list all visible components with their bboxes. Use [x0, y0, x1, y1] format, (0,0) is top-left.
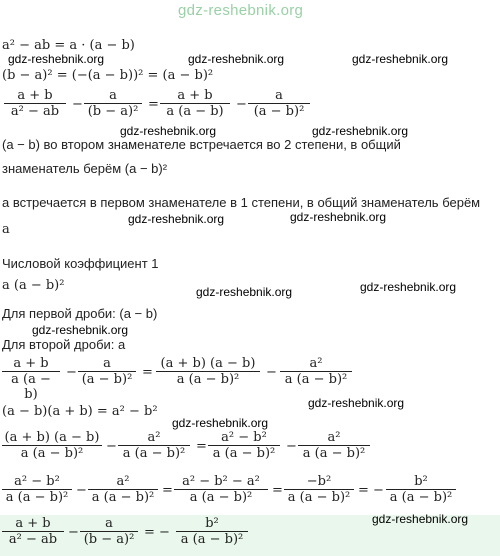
watermark-6: gdz-reshebnik.org: [128, 212, 225, 226]
denominator: (b − a)²: [80, 531, 138, 547]
denominator: a (a − b)²: [298, 445, 370, 461]
fraction: [156, 356, 260, 387]
numerator: a²: [309, 356, 323, 371]
fraction: [386, 474, 456, 505]
fraction: [4, 88, 66, 119]
operator: =: [142, 365, 153, 380]
denominator: a (a − b)²: [386, 489, 456, 505]
denominator: a (a − b)²: [284, 489, 354, 505]
denominator: a² − ab: [4, 103, 66, 119]
operator: −: [236, 97, 247, 112]
watermark-5: gdz-reshebnik.org: [312, 124, 409, 138]
watermark-9: gdz-reshebnik.org: [360, 280, 457, 294]
operator: =: [162, 483, 173, 498]
denominator: a (a − b)²: [2, 489, 72, 505]
denominator: (a − b)²: [78, 371, 136, 387]
numerator: a + b: [17, 88, 53, 103]
explanation-5: Для второй дроби: a: [2, 337, 126, 352]
operator: −: [76, 483, 87, 498]
fraction: [208, 430, 280, 461]
fraction: [118, 430, 190, 461]
watermark-1: gdz-reshebnik.org: [8, 52, 105, 66]
fraction: [2, 430, 102, 461]
watermark-title: gdz-reshebnik.org: [178, 2, 304, 19]
operator: −: [72, 97, 83, 112]
denominator: a (a − b)²: [156, 371, 260, 387]
numerator: a: [105, 516, 113, 531]
denominator: a (a − b)²: [174, 489, 268, 505]
operator: −: [106, 439, 117, 454]
operator: =: [148, 97, 159, 112]
fraction: [280, 356, 352, 387]
fraction: [298, 430, 370, 461]
watermark-7: gdz-reshebnik.org: [290, 210, 387, 224]
denominator: a (a − b)²: [118, 445, 190, 461]
denominator: a (a − b)²: [280, 371, 352, 387]
numerator: a + b: [177, 88, 213, 103]
denominator: a (a − b)²: [2, 445, 102, 461]
denominator: a (a − b): [2, 371, 60, 402]
fraction: [2, 516, 64, 547]
numerator: a²: [116, 474, 130, 489]
fraction: [80, 516, 138, 547]
numerator: (a + b) (a − b): [160, 356, 256, 371]
numerator: (a + b) (a − b): [4, 430, 100, 445]
watermark-10: gdz-reshebnik.org: [32, 323, 129, 337]
numerator: a² − b² − a²: [182, 474, 260, 489]
fraction: [248, 88, 310, 119]
explanation-1b: знаменатель берём (a − b)²: [2, 161, 168, 176]
operator: −: [266, 365, 277, 380]
explanation-1a: (a − b) во втором знаменателе встречается во 2 степени, в общий: [2, 137, 401, 152]
numerator: a: [109, 88, 117, 103]
operator: = −: [358, 483, 384, 498]
watermark-12: gdz-reshebnik.org: [172, 416, 269, 430]
operator: =: [272, 483, 283, 498]
fraction: [176, 516, 248, 547]
equation-line-2: (b − a)² = (−(a − b))² = (a − b)²: [2, 68, 214, 83]
watermark-3: gdz-reshebnik.org: [352, 52, 449, 66]
denominator: a (a − b): [160, 103, 230, 119]
numerator: a + b: [15, 516, 51, 531]
operator: −: [286, 439, 297, 454]
numerator: −b²: [306, 474, 332, 489]
fraction: [160, 88, 230, 119]
denominator: a (a − b)²: [176, 531, 248, 547]
watermark-2: gdz-reshebnik.org: [188, 52, 285, 66]
fraction: [174, 474, 268, 505]
operator: −: [66, 365, 77, 380]
watermark-11: gdz-reshebnik.org: [308, 396, 405, 410]
explanation-3: Числовой коэффициент 1: [2, 256, 159, 271]
numerator: a: [275, 88, 283, 103]
watermark-13: gdz-reshebnik.org: [372, 512, 469, 526]
watermark-8: gdz-reshebnik.org: [196, 285, 293, 299]
numerator: a + b: [13, 356, 49, 371]
fraction: [2, 356, 60, 402]
fraction: [78, 356, 136, 387]
numerator: a²: [147, 430, 161, 445]
equation-line-1: a² − ab = a · (a − b): [2, 38, 135, 53]
numerator: b²: [205, 516, 219, 531]
watermark-4: gdz-reshebnik.org: [120, 124, 217, 138]
fraction: [284, 474, 354, 505]
explanation-2b: a: [2, 222, 10, 237]
explanation-2a: a встречается в первом знаменателе в 1 степени, в общий знаменатель берём: [2, 195, 481, 210]
operator: =: [196, 439, 207, 454]
operator: = −: [144, 525, 170, 540]
numerator: b²: [414, 474, 428, 489]
fraction: [88, 474, 158, 505]
explanation-4: Для первой дроби: (a − b): [2, 306, 158, 321]
denominator: (b − a)²: [84, 103, 142, 119]
denominator: a (a − b)²: [208, 445, 280, 461]
numerator: a² − b²: [14, 474, 60, 489]
operator: −: [68, 525, 79, 540]
fraction: [2, 474, 72, 505]
fraction: [84, 88, 142, 119]
denominator: (a − b)²: [248, 103, 310, 119]
denominator: a (a − b)²: [88, 489, 158, 505]
denominator: a² − ab: [2, 531, 64, 547]
equation-line-3: (a − b)(a + b) = a² − b²: [2, 404, 158, 419]
numerator: a: [103, 356, 111, 371]
common-denominator: a (a − b)²: [2, 278, 65, 293]
numerator: a²: [327, 430, 341, 445]
numerator: a² − b²: [221, 430, 267, 445]
